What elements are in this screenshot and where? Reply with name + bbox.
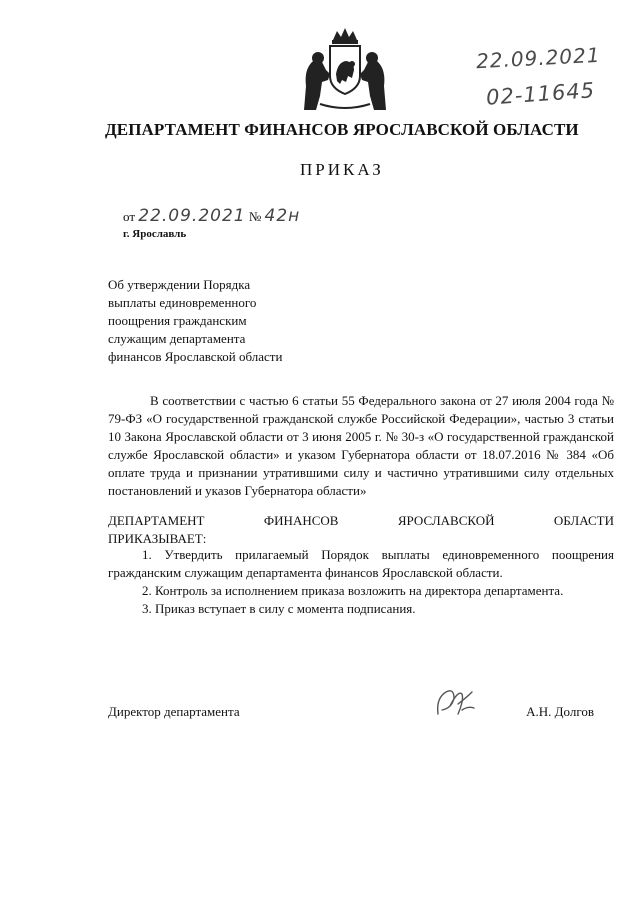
issue-number: 42н: [264, 206, 301, 226]
order-word: ЯРОСЛАВСКОЙ: [397, 513, 495, 528]
registration-number: 02-11645: [485, 78, 596, 110]
document-type: ПРИКАЗ: [300, 160, 384, 179]
order-item: 3. Приказ вступает в силу с момента подписания.: [142, 601, 416, 616]
coat-of-arms-emblem: [296, 26, 394, 112]
order-item: 2. Контроль за исполнением приказа возложить на директора департамента.: [142, 583, 564, 598]
preamble-paragraph: В соответствии с частью 6 статьи 55 Федерального закона от 27 июля 2004 года № 79-ФЗ «О государственной гражданской службе Российской Федерации», частью 3 статьи 10 Закона Ярославской области от 3 июня 2005 г. № 30-з «О государственной гражданской службе Ярославской области» и указом Губернатора области от 18.07.2016 № 384 «Об оплате труда и признании утратившими силу и частично утратившими силу отдельных постановлений и указов Губернатора области»: [108, 393, 614, 498]
issue-date-line: [123, 206, 300, 226]
issue-date: 22.09.2021: [138, 206, 246, 226]
registration-date: 22.09.2021: [475, 42, 602, 74]
subject-line: служащим департамента: [108, 331, 246, 346]
subject-line: Об утверждении Порядка: [108, 277, 251, 292]
from-label: от: [123, 209, 136, 224]
order-items: [108, 546, 614, 618]
subject-line: финансов Ярославской области: [108, 349, 283, 364]
order-item: 1. Утвердить прилагаемый Порядок выплаты единовременного поощрения гражданским служащим департамента финансов Ярославской области.: [108, 547, 614, 580]
department-title: ДЕПАРТАМЕНТ ФИНАНСОВ ЯРОСЛАВСКОЙ ОБЛАСТИ: [105, 120, 579, 139]
order-words-row: [108, 512, 614, 530]
subject-line: выплаты единовременного: [108, 295, 257, 310]
order-heading: [108, 512, 614, 548]
order-word: ДЕПАРТАМЕНТ: [108, 513, 205, 528]
handwritten-signature: [432, 684, 478, 724]
number-label: №: [248, 209, 262, 224]
order-word: ОБЛАСТИ: [553, 513, 614, 528]
signatory-name: А.Н. Долгов: [526, 704, 594, 719]
order-word: ФИНАНСОВ: [263, 513, 339, 528]
order-verb: ПРИКАЗЫВАЕТ:: [108, 531, 207, 546]
issue-city: г. Ярославль: [123, 228, 187, 240]
document-subject: [108, 276, 338, 366]
signatory-position: Директор департамента: [108, 704, 240, 719]
subject-line: поощрения гражданским: [108, 313, 247, 328]
